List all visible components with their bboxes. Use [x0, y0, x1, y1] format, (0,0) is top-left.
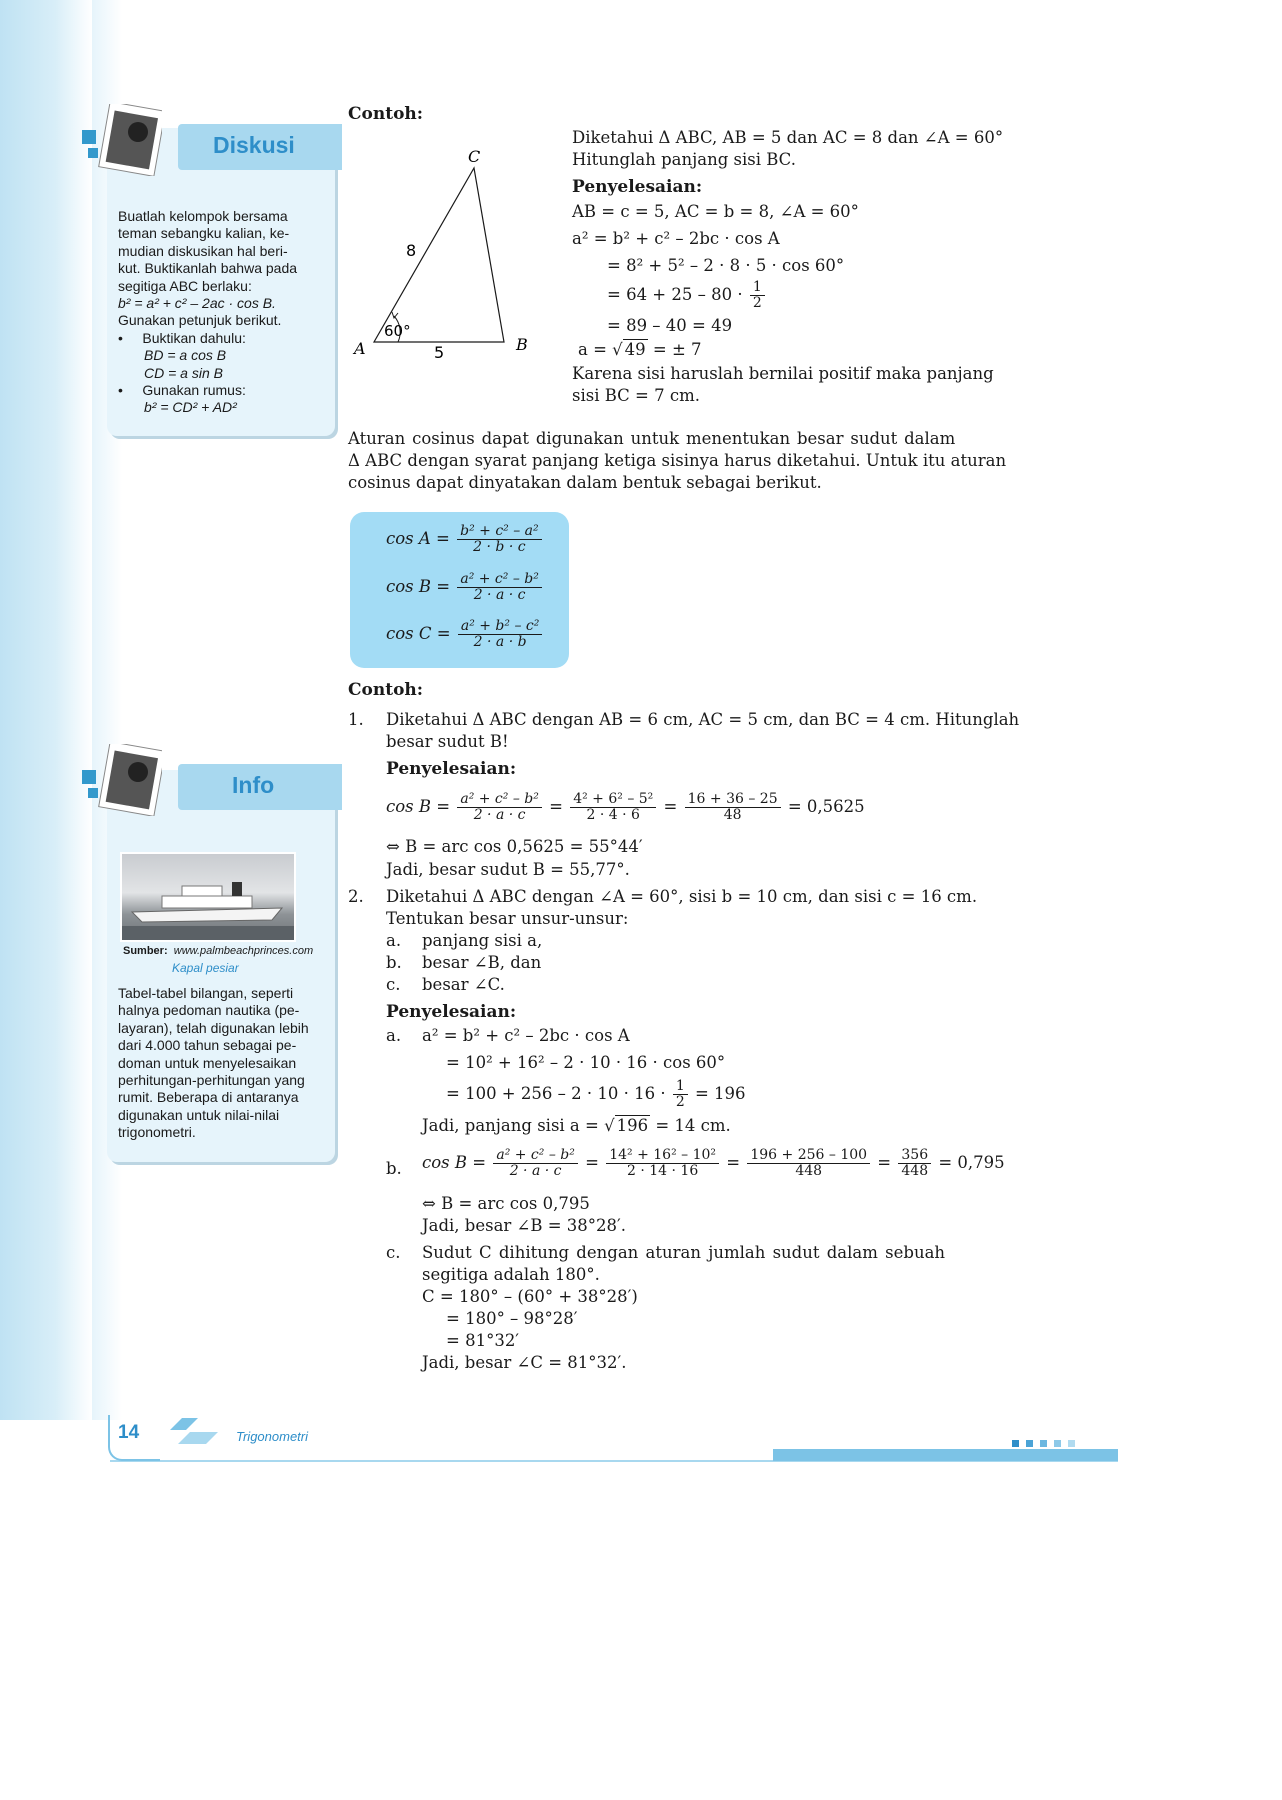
ship-photo: [120, 852, 296, 942]
footer-squares: [1012, 1432, 1075, 1451]
angle-a-label: 60°: [384, 322, 411, 340]
vertex-b-label: B: [516, 335, 528, 354]
part-c-line-1: Sudut C dihitung dengan aturan jumlah sudut dalam sebuah: [422, 1243, 946, 1262]
side-ac-label: 8: [406, 241, 417, 260]
ex1-given-1: Diketahui Δ ABC, AB = 5 dan AC = 8 dan ∠A = 60°: [572, 128, 1004, 147]
part-b-equation: cos B = $\frac{\text{a² + c² – b²}}{2 \cdot a \cdot c}$ = $\frac{\text{14² + 16² – 10²}}{2 \cdot 14 \cdot 16}$ = $\frac{196 + 256 - 100}{448}$ = $\frac{356}{448}$ = 0,795: [422, 1147, 1005, 1179]
diskusi-formula: b² = a² + c² – 2ac · cos B.: [118, 295, 276, 312]
ex1-step-4: = 64 + 25 – 80 · $\frac{1}{2}$: [607, 280, 767, 311]
info-source: Sumber: www.palmbeachprinces.com: [123, 945, 314, 957]
info-line: Tabel-tabel bilangan, seperti: [118, 985, 294, 1001]
background-band: [0, 0, 92, 1420]
problem-2-line-2: Tentukan besar unsur-unsur:: [386, 909, 629, 928]
diskusi-line: kut. Buktikanlah bahwa pada: [118, 260, 298, 277]
part-c-label: c.: [386, 1243, 401, 1262]
part-c-result: Jadi, besar ∠C = 81°32′.: [422, 1353, 627, 1372]
half-fraction: $\frac{1}{2}$: [750, 280, 765, 311]
ex1-step-5: = 89 – 40 = 49: [607, 316, 733, 335]
item-c-label: c.: [386, 975, 401, 994]
ex1-conclusion-1: Karena sisi haruslah bernilai positif maka panjang: [572, 364, 994, 383]
cos-a-formula: cos A = $\frac{\text{b² + c² – a²}}{2 \cdot b \cdot c}$: [386, 524, 544, 555]
item-c-text: besar ∠C.: [422, 975, 505, 994]
contoh-label-1: Contoh:: [348, 104, 424, 124]
ex1-solution-label: Penyelesaian:: [572, 177, 703, 197]
ex1-step-1: AB = c = 5, AC = b = 8, ∠A = 60°: [572, 202, 859, 221]
paragraph-line-3: cosinus dapat dinyatakan dalam bentuk sebagai berikut.: [348, 473, 822, 492]
part-c-line-2: segitiga adalah 180°.: [422, 1265, 600, 1284]
footer-chevron-icon: [164, 1416, 220, 1446]
ex1-step-6: a = √ 49 = ± 7: [578, 340, 702, 359]
diskusi-rumus: b² = CD² + AD²: [144, 399, 237, 416]
info-line: halnya pedoman nautika (pe-: [118, 1002, 300, 1019]
info-line: perhitungan-perhitungan yang: [118, 1072, 305, 1089]
problem-1-result: Jadi, besar sudut B = 55,77°.: [386, 860, 630, 879]
info-caption: Kapal pesiar: [172, 961, 239, 975]
info-line: rumit. Beberapa di antaranya: [118, 1089, 299, 1106]
vertex-a-label: A: [354, 339, 366, 358]
paragraph-line-1: Aturan cosinus dapat digunakan untuk menentukan besar sudut dalam: [348, 429, 956, 448]
part-c-line-4: = 180° – 98°28′: [446, 1309, 578, 1328]
part-a-step-3: = 100 + 256 – 2 · 10 · 16 · $\frac{1}{2}$ = 196: [446, 1078, 746, 1110]
item-b-label: b.: [386, 953, 402, 972]
page-number: 14: [118, 1422, 140, 1443]
part-c-line-3: C = 180° – (60° + 38°28′): [422, 1287, 638, 1306]
item-a-label: a.: [386, 931, 402, 950]
paragraph-line-2: Δ ABC dengan syarat panjang ketiga sisinya harus diketahui. Untuk itu aturan: [348, 451, 1007, 470]
diskusi-bullet-1: • Buktikan dahulu:: [118, 329, 246, 346]
info-line: trigonometri.: [118, 1124, 196, 1141]
diskusi-line: mudian diskusikan hal beri-: [118, 242, 288, 259]
info-box: [107, 770, 335, 1162]
phone-icon: [82, 744, 162, 816]
info-line: digunakan untuk nilai-nilai: [118, 1106, 280, 1123]
diskusi-hint: Gunakan petunjuk berikut.: [118, 312, 282, 329]
ex1-step-3: = 8² + 5² – 2 · 8 · 5 · cos 60°: [607, 256, 845, 275]
ex1-step-2: a² = b² + c² – 2bc · cos A: [572, 229, 780, 248]
info-title: Info: [232, 772, 275, 798]
triangle-diagram: [350, 140, 550, 370]
cos-b-formula: cos B = $\frac{\text{a² + c² – b²}}{2 \cdot a \cdot c}$: [386, 572, 544, 603]
ship-icon: [122, 854, 294, 940]
info-line: dari 4.000 tahun sebagai pe-: [118, 1037, 297, 1054]
item-a-text: panjang sisi a,: [422, 931, 543, 950]
part-b-result: Jadi, besar ∠B = 38°28′.: [422, 1216, 627, 1235]
footer-title: Trigonometri: [236, 1429, 309, 1444]
ex1-conclusion-2: sisi BC = 7 cm.: [572, 386, 700, 405]
cosine-rule-box: [350, 512, 569, 668]
diskusi-bullet-2: • Gunakan rumus:: [118, 382, 246, 399]
diskusi-line: teman sebangku kalian, ke-: [118, 225, 290, 242]
contoh-label-2: Contoh:: [348, 680, 424, 700]
part-a-label: a.: [386, 1026, 402, 1045]
info-line: layaran), telah digunakan lebih: [118, 1019, 309, 1036]
diskusi-line: Buatlah kelompok bersama: [118, 208, 288, 224]
problem-1-line-2: besar sudut B!: [386, 732, 509, 751]
problem-1-equation: cos B = $\frac{\text{a² + c² – b²}}{2 \cdot a \cdot c}$ = $\frac{\text{4² + 6² – 5²}}{2 \cdot 4 \cdot 6}$ = $\frac{16 + 36 - 25}{48}$ = 0,5625: [386, 791, 865, 823]
problem-1-solution-label: Penyelesaian:: [386, 759, 517, 779]
diskusi-title: Diskusi: [213, 132, 295, 158]
diskusi-cd: CD = a sin B: [144, 364, 223, 381]
part-c-line-5: = 81°32′: [446, 1331, 520, 1350]
vertex-c-label: C: [468, 147, 481, 166]
part-a-result: Jadi, panjang sisi a = √ 196 = 14 cm.: [422, 1116, 731, 1135]
problem-1-number: 1.: [348, 710, 364, 729]
problem-2-number: 2.: [348, 887, 364, 906]
problem-1-arccos: ⇔ B = arc cos 0,5625 = 55°44′: [386, 837, 643, 856]
info-line: doman untuk menyelesaikan: [118, 1054, 297, 1071]
problem-2-solution-label: Penyelesaian:: [386, 1002, 517, 1022]
diskusi-line: segitiga ABC berlaku:: [118, 277, 252, 294]
part-b-arccos: ⇔ B = arc cos 0,795: [422, 1194, 590, 1213]
phone-icon: [82, 104, 162, 176]
ex1-given-2: Hitunglah panjang sisi BC.: [572, 150, 796, 169]
side-ab-label: 5: [434, 343, 445, 362]
diskusi-bd: BD = a cos B: [144, 347, 227, 364]
part-b-label: b.: [386, 1159, 402, 1178]
part-a-step-1: a² = b² + c² – 2bc · cos A: [422, 1026, 630, 1045]
item-b-text: besar ∠B, dan: [422, 953, 542, 972]
problem-2-line-1: Diketahui Δ ABC dengan ∠A = 60°, sisi b = 10 cm, dan sisi c = 16 cm.: [386, 887, 978, 906]
cos-c-formula: cos C = $\frac{\text{a² + b² – c²}}{2 \cdot a \cdot b}$: [386, 619, 544, 650]
part-a-step-2: = 10² + 16² – 2 · 10 · 16 · cos 60°: [446, 1053, 726, 1072]
problem-1-line-1: Diketahui Δ ABC dengan AB = 6 cm, AC = 5 cm, dan BC = 4 cm. Hitunglah: [386, 710, 1020, 729]
